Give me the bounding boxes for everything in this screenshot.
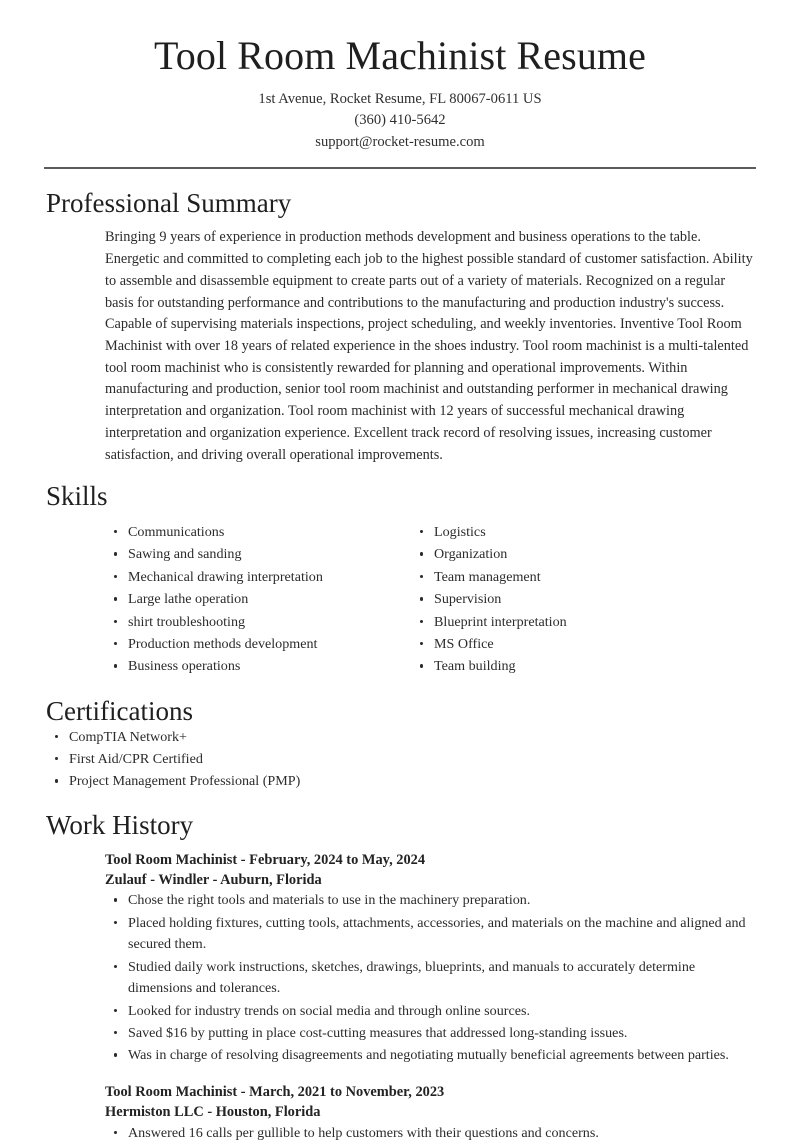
section-heading-certifications: Certifications <box>46 695 193 726</box>
list-item: Answered 16 calls per gullible to help customers with their questions and concerns. <box>105 1123 756 1144</box>
list-item: Supervision <box>411 589 717 610</box>
list-item: Sawing and sanding <box>105 544 411 565</box>
contact-address: 1st Avenue, Rocket Resume, FL 80067-0611 US <box>258 91 542 108</box>
job-entry <box>105 1082 756 1144</box>
list-item: MS Office <box>411 634 717 655</box>
list-item: Chose the right tools and materials to use in the machinery preparation. <box>105 890 756 911</box>
list-item: Project Management Professional (PMP) <box>46 771 686 792</box>
resume-header <box>0 0 800 169</box>
list-item: Team management <box>411 567 717 588</box>
list-item: Studied daily work instructions, sketches, drawings, blueprints, and manuals to accurately determine dimensions and tolerances. <box>105 957 756 1000</box>
summary-text: Bringing 9 years of experience in production methods development and business operations to the table. Energetic and committed to completing each job to the highest possible standard of customer satisfaction. Ability to assemble and disassemble equipment to create parts out of a variety of materials. Recognized on a regular basis for outstanding performance and contributions to the manufacturing and production industry's success. Capable of supervising materials inspections, project scheduling, and weekly inventories. Inventive Tool Room Machinist with over 18 years of related experience in the shoes industry. Tool room machinist is a multi-talented tool room machinist who is consistently rewarded for planning and operational improvements. Within manufacturing and production, senior tool room machinist and outstanding performer in mechanical drawing interpretation and organization. Tool room machinist with 12 years of successful mechanical drawing interpretation and organization experience. Excellent track record of resolving issues, increasing customer satisfaction, and driving overall operational improvements. <box>105 229 753 463</box>
section-professional-summary <box>0 189 800 467</box>
section-work-history <box>0 811 800 1144</box>
list-item: Looked for industry trends on social media and through online sources. <box>105 1001 756 1022</box>
section-heading-skills: Skills <box>46 481 108 512</box>
section-heading-work-history: Work History <box>46 809 194 840</box>
job-title: Tool Room Machinist - March, 2021 to November, 2023 <box>105 1083 445 1100</box>
header-divider <box>44 167 756 169</box>
list-item: Organization <box>411 544 717 565</box>
job-responsibilities <box>105 1123 756 1144</box>
skills-column-right <box>411 522 717 679</box>
list-item: Placed holding fixtures, cutting tools, attachments, accessories, and materials on the machine and aligned and secured them. <box>105 913 756 956</box>
skills-column-left <box>105 522 411 679</box>
list-item: Production methods development <box>105 634 411 655</box>
list-item: Was in charge of resolving disagreements and negotiating mutually beneficial agreements between parties. <box>105 1045 756 1066</box>
job-entry <box>105 850 756 1067</box>
certifications-list <box>46 727 686 793</box>
work-history-entries <box>105 850 756 1144</box>
section-certifications <box>0 697 800 793</box>
list-item: Mechanical drawing interpretation <box>105 567 411 588</box>
job-company: Zulauf - Windler - Auburn, Florida <box>105 871 322 888</box>
contact-email: support@rocket-resume.com <box>315 133 485 150</box>
list-item: Blueprint interpretation <box>411 612 717 633</box>
list-item: CompTIA Network+ <box>46 727 686 748</box>
contact-phone: (360) 410-5642 <box>354 112 446 129</box>
list-item: Logistics <box>411 522 717 543</box>
job-company: Hermiston LLC - Houston, Florida <box>105 1104 321 1121</box>
list-item: Business operations <box>105 656 411 677</box>
section-skills <box>0 482 800 679</box>
job-responsibilities <box>105 890 756 1066</box>
skills-columns <box>105 522 756 679</box>
section-heading-summary: Professional Summary <box>46 187 292 218</box>
list-item: Communications <box>105 522 411 543</box>
job-title: Tool Room Machinist - February, 2024 to May, 2024 <box>105 851 426 868</box>
list-item: shirt troubleshooting <box>105 612 411 633</box>
list-item: Saved $16 by putting in place cost-cutting measures that addressed long-standing issues. <box>105 1023 756 1044</box>
list-item: Large lathe operation <box>105 589 411 610</box>
list-item: First Aid/CPR Certified <box>46 749 686 770</box>
page-title: Tool Room Machinist Resume <box>154 33 646 78</box>
list-item: Team building <box>411 656 717 677</box>
